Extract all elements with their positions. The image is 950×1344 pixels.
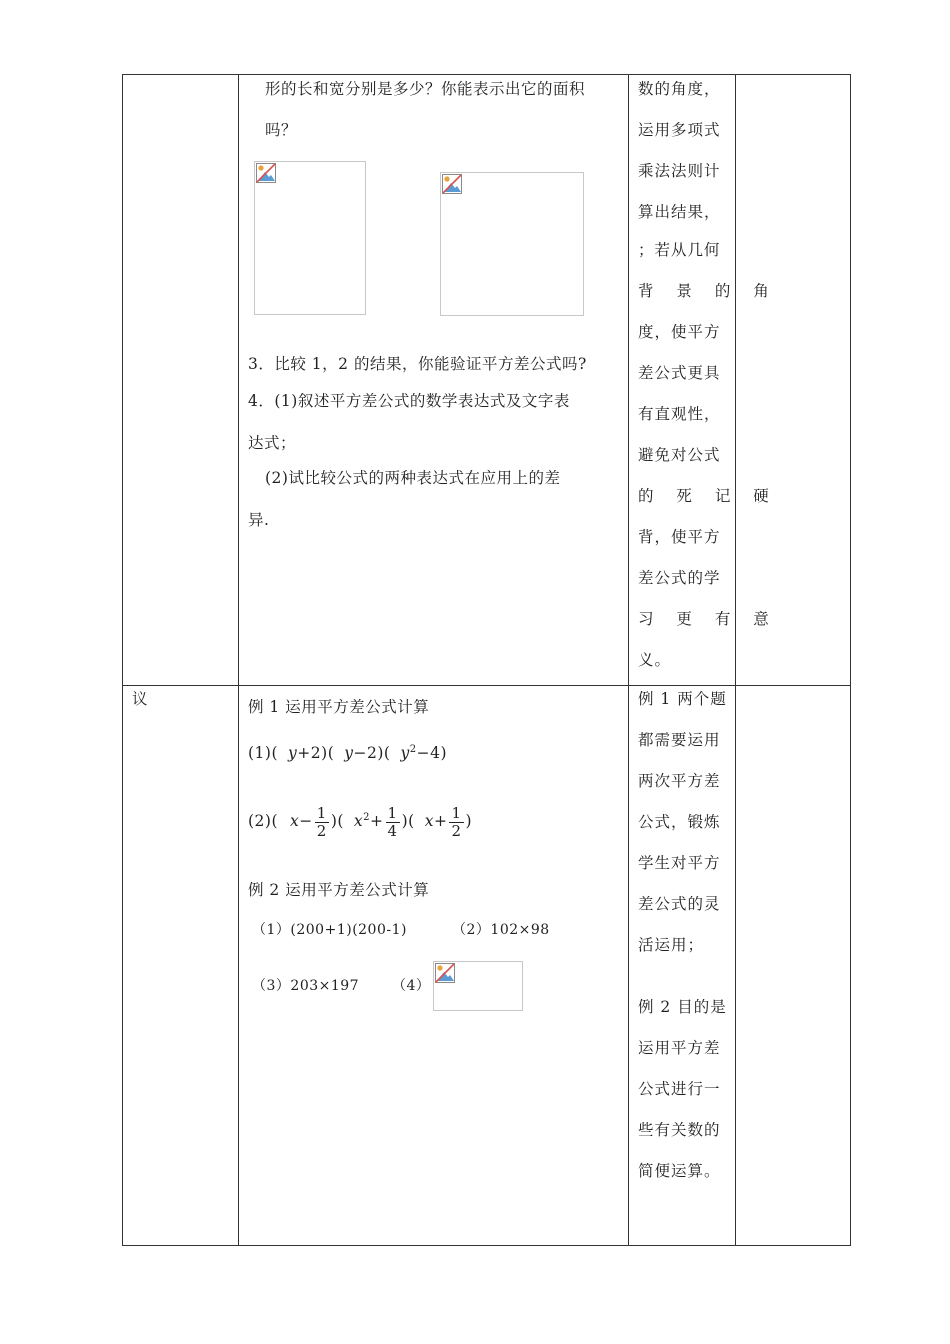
example-2-problem-3: （3）203×197 <box>252 978 360 994</box>
note-line: 算出结果， <box>638 203 721 221</box>
column-line-5 <box>850 74 851 1246</box>
note-line: 些有关数的 <box>638 1121 721 1139</box>
note-line: 乘法法则计 <box>638 162 721 180</box>
note-line: 数的角度， <box>638 80 721 98</box>
note-line: 公式，锻炼 <box>638 813 721 831</box>
note-line: 差公式的灵 <box>638 895 721 913</box>
note-line: 有直观性， <box>638 405 721 423</box>
broken-image-icon <box>256 163 276 183</box>
note-line: 度，使平方 <box>638 323 721 341</box>
note-line: 都需要运用 <box>638 731 721 749</box>
note-line: 背，使平方 <box>638 528 721 546</box>
question-2-line-2: 吗？ <box>265 121 298 139</box>
note-line: 运用平方差 <box>638 1039 721 1057</box>
example-2-title: 例 2 运用平方差公式计算 <box>248 881 430 899</box>
row-divider <box>122 685 851 686</box>
note-line: 两次平方差 <box>638 772 721 790</box>
column-line-3 <box>628 74 629 1246</box>
table-top-border <box>122 74 851 75</box>
note-line: 例 1 两个题 <box>638 690 727 708</box>
question-4-line-1: 4．(1)叙述平方差公式的数学表达式及文字表 <box>248 392 570 410</box>
example-1-title: 例 1 运用平方差公式计算 <box>248 698 430 716</box>
stage-label: 议 <box>132 690 149 708</box>
note-line: 简便运算。 <box>638 1162 721 1180</box>
column-line-2 <box>238 74 239 1246</box>
note-line: 的 死 记 硬 <box>638 487 778 505</box>
note-line: 活运用； <box>638 936 705 954</box>
column-line-4 <box>735 74 736 1246</box>
figure-2-image <box>440 172 584 316</box>
note-line: 公式进行一 <box>638 1080 721 1098</box>
question-2-line-1: 形的长和宽分别是多少？你能表示出它的面积 <box>265 80 586 98</box>
note-line: 避免对公式 <box>638 446 721 464</box>
note-line: 义。 <box>638 651 672 669</box>
question-4-line-2: 达式； <box>248 434 297 452</box>
note-line: 习 更 有 意 <box>638 610 778 628</box>
note-line: 学生对平方 <box>638 854 721 872</box>
question-3: 3．比较 1，2 的结果，你能验证平方差公式吗? <box>248 355 587 373</box>
example-2-problem-4: （4） <box>392 978 431 994</box>
example-1-problem-1: (1)( y+2)( y−2)( $y^2-4$) <box>248 744 448 763</box>
note-line: 背 景 的 角 <box>638 282 778 300</box>
figure-1-image <box>254 161 366 315</box>
note-line: 差公式更具 <box>638 364 721 382</box>
example-1-problem-2: (2)( x− $\frac{1}{2}$ )( $x^2+$ $\frac{1}{4}$ )( x+ $\frac{1}{2}$ ) <box>248 803 473 840</box>
example-2-problem-1: （1）(200+1)(200-1) <box>252 922 407 938</box>
broken-image-icon <box>435 963 455 983</box>
broken-image-icon <box>442 174 462 194</box>
note-line: ；若从几何 <box>638 241 721 259</box>
example-2-problem-2: （2）102×98 <box>452 922 550 938</box>
note-line: 运用多项式 <box>638 121 721 139</box>
question-4-sub-line-2: 异. <box>248 511 270 529</box>
note-line: 差公式的学 <box>638 569 721 587</box>
question-4-sub-line-1: (2)试比较公式的两种表达式在应用上的差 <box>265 469 561 487</box>
table-bottom-border <box>122 1245 851 1246</box>
column-line-1 <box>122 74 123 1246</box>
example-2-problem-4-image <box>433 961 523 1011</box>
note-line: 例 2 目的是 <box>638 998 727 1016</box>
